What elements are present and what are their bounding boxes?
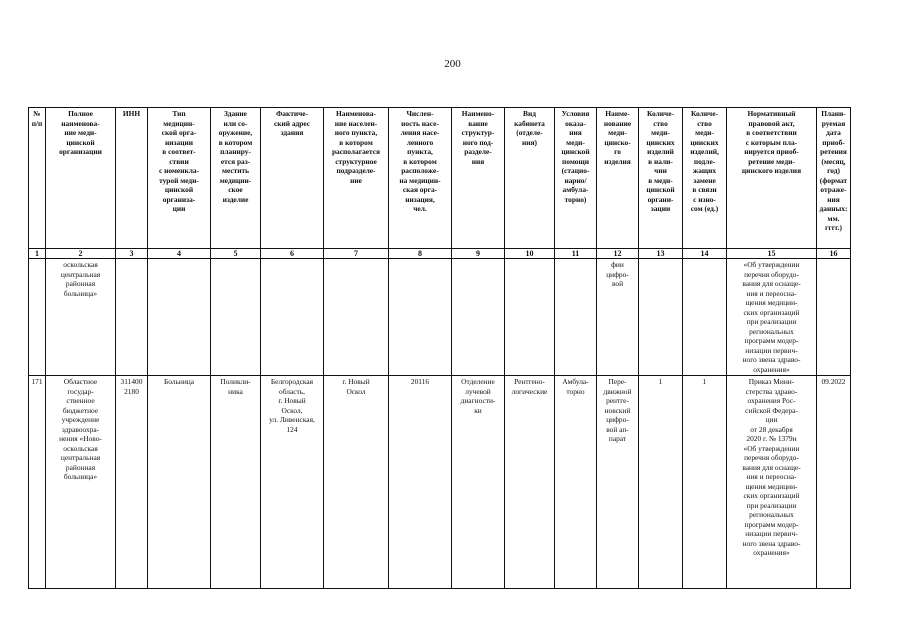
column-header-2: [46, 108, 116, 249]
cell-line: здравоохра-: [61, 424, 100, 434]
cell-line: лучевой: [465, 386, 491, 396]
cell-line: ного пункта,: [334, 128, 378, 137]
cell-line: на медицин-: [399, 175, 441, 185]
cell-line: турой меди-: [159, 175, 199, 185]
cell-line: Приказ Мини-: [748, 377, 795, 386]
cell-col-5: [211, 376, 261, 589]
cell-line: ется раз-: [220, 156, 251, 166]
cell-col-16: [817, 259, 851, 376]
cell-line: цинской: [646, 185, 675, 194]
cell-line: в котором: [218, 137, 253, 147]
cell-line: местить: [221, 166, 250, 175]
equipment-table: [28, 107, 851, 589]
cell-line: (месяц,: [821, 156, 846, 166]
cell-line: рентге-: [606, 396, 629, 405]
column-header-12: [597, 108, 639, 249]
cell-line: в котором: [403, 156, 437, 166]
cell-line: Вид: [523, 109, 536, 118]
cell-line: ских организаций: [743, 307, 800, 317]
column-number-1: 1: [29, 249, 46, 259]
cell-line: г. Новый: [342, 377, 370, 386]
column-header-4: [148, 108, 211, 249]
cell-line: районная: [65, 279, 96, 288]
cell-line: с изно-: [693, 194, 716, 204]
cell-line: замене: [693, 175, 716, 185]
cell-line: перечня оборудо-: [744, 453, 799, 462]
cell-col-12: [597, 376, 639, 589]
cell-line: учреждение: [61, 415, 100, 424]
cell-line: изделие: [222, 194, 249, 204]
cell-line: ного звена здраво-: [742, 538, 801, 548]
cell-line: Числен-: [406, 109, 434, 118]
cell-line: в котором: [339, 137, 373, 147]
cell-line: Плани-: [821, 109, 846, 118]
cell-line: при реализации: [746, 317, 797, 326]
cell-line: щения медицин-: [745, 298, 798, 307]
cell-line: изделий,: [690, 147, 719, 156]
cell-line: приоб-: [822, 137, 845, 147]
cell-line: меди-: [608, 128, 627, 137]
cell-line: нарно/: [564, 175, 587, 185]
cell-line: ственное: [66, 396, 95, 405]
cell-line: организации: [59, 147, 102, 156]
cell-line: №: [33, 109, 41, 118]
cell-line: ИНН: [122, 109, 141, 118]
cell-line: парат: [608, 434, 627, 443]
cell-line: 171: [31, 377, 43, 386]
cell-col-2: [46, 376, 116, 589]
cell-line: региональных: [749, 510, 794, 519]
column-header-13: [639, 108, 683, 249]
cell-line: торно: [566, 386, 585, 396]
cell-line: расположе-: [401, 166, 439, 175]
column-header-9: [452, 108, 505, 249]
cell-col-4: [148, 259, 211, 376]
column-header-8: [389, 108, 452, 249]
column-number-8: 8: [389, 249, 452, 259]
cell-line: планиру-: [220, 147, 251, 156]
cell-line: цинской: [561, 147, 590, 156]
cell-line: ного под-: [462, 137, 494, 147]
cell-line: данных:: [819, 204, 848, 213]
cell-line: охранения Рос-: [747, 396, 796, 405]
cell-line: Больница: [163, 377, 195, 386]
column-header-14: [683, 108, 727, 249]
cell-line: или со-: [223, 118, 248, 128]
cell-line: Оскол,: [281, 405, 303, 415]
cell-line: в меди-: [648, 175, 673, 185]
cell-col-3: [116, 376, 148, 589]
cell-line: ки: [474, 405, 482, 415]
column-header-16: [817, 108, 851, 249]
cell-line: ния: [827, 194, 840, 204]
column-number-9: 9: [452, 249, 505, 259]
cell-line: бюджетное: [62, 405, 99, 415]
cell-col-2: [46, 259, 116, 376]
cell-line: Белгородская: [270, 377, 314, 386]
cell-line: нование: [603, 118, 632, 128]
cell-line: ния: [471, 156, 485, 166]
cell-line: ние: [350, 175, 362, 185]
cell-line: от 28 декабря: [750, 424, 793, 434]
cell-line: меди-: [566, 137, 585, 147]
cell-line: Областное: [63, 377, 98, 386]
cell-col-7: [324, 259, 389, 376]
cell-line: год): [827, 166, 840, 175]
cell-line: цифро-: [606, 269, 629, 279]
column-number-12: 12: [597, 249, 639, 259]
cell-line: ул. Ливенская,: [269, 415, 315, 424]
cell-line: ское: [228, 185, 243, 194]
column-number-5: 5: [211, 249, 261, 259]
cell-line: Количе-: [691, 109, 718, 118]
cell-line: амбула-: [562, 185, 589, 194]
cell-line: торно): [564, 194, 587, 204]
cell-line: охранения»: [753, 364, 790, 374]
cell-line: диагности-: [460, 396, 496, 405]
column-header-11: [555, 108, 597, 249]
cell-line: цинской: [66, 137, 95, 147]
cell-line: 124: [286, 424, 298, 434]
cell-line: цинских: [646, 137, 675, 147]
cell-line: ретения: [820, 147, 847, 156]
cell-line: Амбула-: [562, 377, 589, 386]
cell-col-8: [389, 259, 452, 376]
cell-col-12: [597, 259, 639, 376]
cell-line: новский: [604, 405, 631, 415]
cell-line: руемая: [821, 118, 846, 128]
column-header-5: [211, 108, 261, 249]
column-number-3: 3: [116, 249, 148, 259]
column-number-13: 13: [639, 249, 683, 259]
cell-line: меди-: [695, 128, 714, 137]
cell-line: Пере-: [608, 377, 627, 386]
column-number-10: 10: [505, 249, 555, 259]
cell-line: центральная: [60, 269, 101, 279]
cell-line: Наиме-: [605, 109, 630, 118]
cell-line: низации: [165, 137, 193, 147]
cell-line: Оскол: [346, 386, 366, 396]
cell-line: охранения»: [753, 548, 790, 557]
column-number-11: 11: [555, 249, 597, 259]
cell-line: чел.: [413, 204, 427, 213]
cell-line: оскольская: [63, 443, 98, 453]
cell-line: ние населен-: [334, 118, 378, 128]
cell-line: медицин-: [219, 175, 252, 185]
cell-line: зации: [650, 204, 671, 213]
cell-line: цинских: [690, 137, 719, 147]
cell-line: в соответ-: [162, 147, 196, 156]
cell-line: го: [614, 147, 621, 156]
cell-line: программ модер-: [744, 519, 799, 529]
cell-line: ская орга-: [402, 185, 438, 194]
cell-line: районная: [65, 462, 96, 472]
cell-line: г. Новый: [278, 396, 306, 405]
cell-line: вой ап-: [606, 424, 629, 434]
column-header-6: [261, 108, 324, 249]
cell-line: Поликли-: [220, 377, 251, 386]
cell-col-3: [116, 259, 148, 376]
cell-col-15: [727, 259, 817, 376]
cell-line: ство: [697, 118, 712, 128]
cell-line: пункта,: [407, 147, 433, 156]
cell-line: подле-: [693, 156, 716, 166]
cell-col-7: [324, 376, 389, 589]
cell-line: сом (ед.): [690, 204, 719, 213]
cell-line: ской орга-: [161, 128, 197, 137]
cell-line: региональных: [749, 326, 794, 336]
cell-line: в соответствии: [746, 128, 797, 137]
cell-line: 1: [658, 377, 663, 386]
cell-col-10: [505, 259, 555, 376]
cell-col-9: [452, 376, 505, 589]
page-number: 200: [444, 58, 461, 70]
cell-line: низации первич-: [745, 345, 798, 355]
cell-line: в нали-: [648, 156, 673, 166]
column-number-14: 14: [683, 249, 727, 259]
cell-col-6: [261, 376, 324, 589]
cell-col-14: [683, 259, 727, 376]
cell-line: центральная: [60, 453, 101, 462]
cell-line: (отделе-: [516, 128, 543, 137]
cell-line: нируется приоб-: [744, 147, 799, 156]
cell-line: Количе-: [647, 109, 674, 118]
cell-line: 20116: [410, 377, 430, 386]
cell-line: ние меди-: [64, 128, 97, 137]
cell-line: ного звена здраво-: [742, 355, 801, 364]
cell-line: сийской Федера-: [745, 405, 798, 415]
cell-line: ния: [569, 128, 582, 137]
cell-line: больница»: [63, 288, 98, 298]
column-number-15: 15: [727, 249, 817, 259]
cell-line: ния и переосна-: [746, 472, 797, 481]
cell-line: ствии: [169, 156, 189, 166]
cell-line: ции: [172, 204, 186, 213]
cell-line: Полное: [68, 109, 93, 118]
cell-col-13: [639, 259, 683, 376]
cell-line: Наименова-: [336, 109, 376, 118]
cell-line: Условия: [561, 109, 590, 118]
cell-line: наименова-: [61, 118, 100, 128]
cell-col-16: [817, 376, 851, 589]
cell-line: цифро-: [606, 415, 629, 424]
cell-line: ство: [653, 118, 668, 128]
cell-col-1: [29, 376, 46, 589]
cell-line: оружение,: [218, 128, 253, 137]
column-number-6: 6: [261, 249, 324, 259]
cell-col-6: [261, 259, 324, 376]
cell-line: ленного: [406, 137, 434, 147]
cell-line: изделий: [647, 147, 674, 156]
cell-line: (формат: [819, 175, 848, 185]
cell-line: вание: [468, 118, 488, 128]
cell-line: Рентгено-: [514, 377, 545, 386]
cell-col-13: [639, 376, 683, 589]
cell-line: меди-: [651, 128, 670, 137]
cell-line: 2020 г. № 1379н: [746, 434, 797, 443]
cell-line: дата: [826, 128, 841, 137]
cell-line: государ-: [67, 386, 94, 396]
cell-line: отраже-: [820, 185, 847, 194]
table-row: [29, 376, 851, 589]
cell-col-5: [211, 259, 261, 376]
cell-line: «Об утверждении: [743, 260, 800, 269]
cell-line: Тип: [172, 109, 186, 118]
cell-line: Здание: [224, 109, 247, 118]
cell-col-8: [389, 376, 452, 589]
cell-col-10: [505, 376, 555, 589]
cell-line: 311400: [120, 377, 143, 386]
cell-line: ность насе-: [401, 118, 439, 128]
cell-line: при реализации: [746, 500, 797, 510]
cell-line: перечня оборудо-: [744, 269, 799, 279]
cell-line: Нормативный: [747, 109, 796, 118]
cell-line: здания: [280, 128, 304, 137]
cell-col-1: [29, 259, 46, 376]
cell-line: низация,: [405, 194, 435, 204]
cell-line: органи-: [647, 194, 674, 204]
cell-line: щения медицин-: [745, 481, 798, 491]
cell-line: ния): [522, 137, 537, 147]
cell-line: 2180: [124, 386, 139, 396]
cell-line: кабинета: [514, 118, 545, 128]
cell-line: движной: [603, 386, 632, 396]
column-number-row: [29, 249, 851, 259]
cell-line: программ модер-: [744, 336, 799, 345]
cell-line: цинского изделия: [741, 166, 802, 175]
cell-line: медицин-: [163, 118, 195, 128]
cell-line: ника: [228, 386, 243, 396]
cell-line: вания для оснаще-: [742, 462, 801, 472]
cell-line: разделе-: [464, 147, 492, 156]
column-number-16: 16: [817, 249, 851, 259]
cell-line: ния и переосна-: [746, 288, 797, 298]
cell-line: ских организаций: [743, 491, 800, 500]
cell-line: мм.: [827, 213, 840, 223]
cell-line: в связи: [692, 185, 717, 194]
column-number-4: 4: [148, 249, 211, 259]
cell-line: ретение меди-: [748, 156, 795, 166]
cell-col-11: [555, 259, 597, 376]
cell-line: область,: [279, 386, 305, 396]
cell-line: ции: [765, 415, 778, 424]
cell-line: больница»: [63, 472, 98, 481]
cell-line: вания для оснаще-: [742, 279, 801, 288]
cell-line: п/п: [31, 118, 43, 128]
cell-line: структурное: [335, 156, 377, 166]
cell-line: Наимено-: [461, 109, 495, 118]
cell-line: ский адрес: [273, 118, 311, 128]
cell-line: с номенкла-: [158, 166, 200, 175]
column-header-3: [116, 108, 148, 249]
cell-line: низации первич-: [745, 529, 798, 538]
header-row: [29, 108, 851, 249]
cell-line: ления насе-: [400, 128, 440, 137]
cell-line: изделия: [604, 156, 631, 166]
cell-line: вой: [611, 279, 624, 288]
column-header-15: [727, 108, 817, 249]
column-number-7: 7: [324, 249, 389, 259]
cell-line: правовой акт,: [748, 118, 795, 128]
cell-line: стерства здраво-: [745, 386, 798, 396]
cell-line: Фактиче-: [275, 109, 309, 118]
cell-line: «Об утверждении: [743, 443, 800, 453]
cell-col-9: [452, 259, 505, 376]
cell-line: логические: [511, 386, 548, 396]
cell-line: чии: [654, 166, 667, 175]
cell-line: фии: [611, 260, 624, 269]
cell-line: (стацио-: [561, 166, 590, 175]
column-header-1: [29, 108, 46, 249]
cell-line: располагается: [331, 147, 381, 156]
column-number-2: 2: [46, 249, 116, 259]
cell-line: оказа-: [565, 118, 586, 128]
cell-line: организа-: [162, 194, 196, 204]
cell-line: нения «Ново-: [59, 434, 102, 443]
cell-line: оскольская: [63, 260, 98, 269]
cell-line: гггг.): [825, 223, 842, 232]
cell-line: Отделение: [461, 377, 495, 386]
cell-line: 09.2022: [821, 377, 846, 386]
column-header-7: [324, 108, 389, 249]
cell-col-14: [683, 376, 727, 589]
cell-line: жащих: [692, 166, 717, 175]
cell-line: структур-: [461, 128, 495, 137]
cell-line: с которым пла-: [745, 137, 798, 147]
cell-col-4: [148, 376, 211, 589]
cell-line: 1: [702, 377, 707, 386]
cell-line: цинско-: [604, 137, 631, 147]
cell-col-11: [555, 376, 597, 589]
cell-line: цинской: [164, 185, 194, 194]
cell-line: подразделе-: [336, 166, 376, 175]
cell-col-15: [727, 376, 817, 589]
table-row: [29, 259, 851, 376]
cell-line: помощи: [562, 156, 589, 166]
column-header-10: [505, 108, 555, 249]
